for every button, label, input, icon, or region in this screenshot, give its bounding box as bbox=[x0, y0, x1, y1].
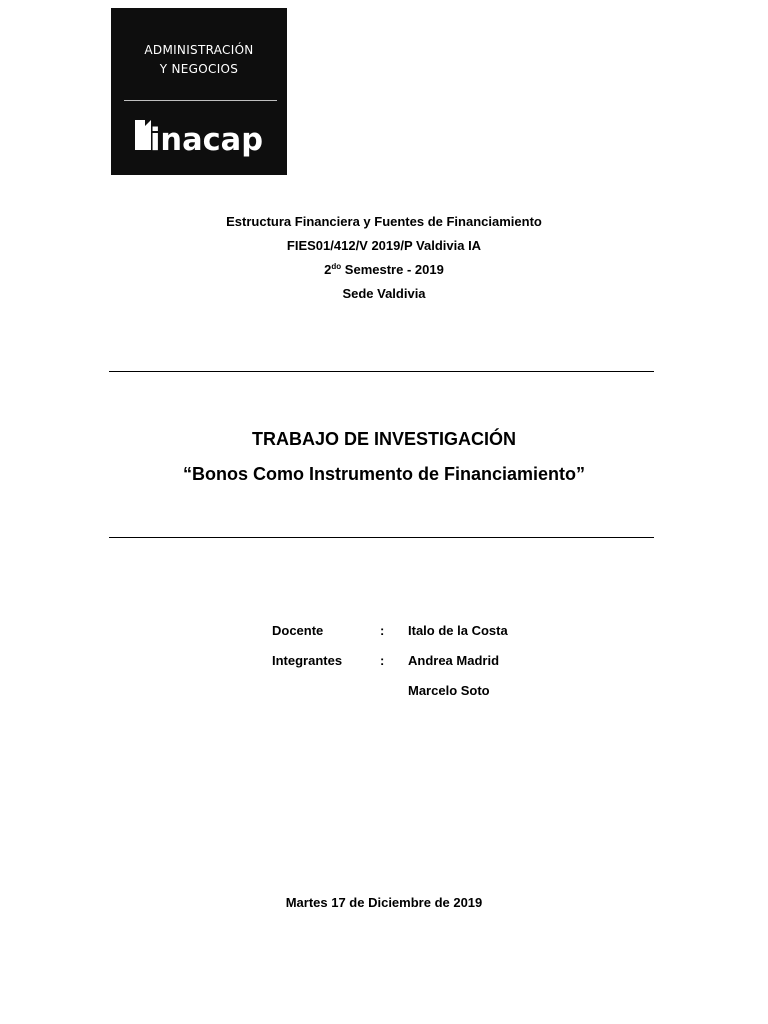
members-label: Integrantes bbox=[272, 653, 343, 668]
semester-number: 2 bbox=[324, 262, 332, 277]
member-name: Marcelo Soto bbox=[408, 683, 490, 698]
brand-mark-glyph bbox=[135, 120, 151, 150]
bottom-divider bbox=[109, 537, 654, 538]
logo-brand-wordmark bbox=[135, 116, 275, 160]
logo-department-line1: ADMINISTRACIÓN bbox=[144, 43, 254, 57]
teacher-label: Docente bbox=[272, 623, 324, 638]
semester-rest: Semestre - 2019 bbox=[341, 262, 444, 277]
course-semester bbox=[0, 261, 768, 285]
document-date: Martes 17 de Diciembre de 2019 bbox=[285, 895, 483, 910]
brand-wordmark-text: inacap bbox=[150, 122, 263, 158]
document-title: TRABAJO DE INVESTIGACIÓN bbox=[251, 429, 517, 449]
semester-suffix: do bbox=[331, 262, 342, 271]
teacher-colon: : bbox=[380, 623, 385, 638]
members-colon: : bbox=[380, 653, 385, 668]
logo-divider bbox=[124, 100, 277, 101]
logo-department-line2: Y NEGOCIOS bbox=[159, 62, 239, 76]
inacap-logo bbox=[111, 8, 287, 175]
inacap-wordmark-icon bbox=[135, 116, 275, 160]
course-campus: Sede Valdivia bbox=[342, 286, 426, 301]
course-header bbox=[0, 213, 768, 309]
logo-department bbox=[111, 41, 287, 79]
teacher-name: Italo de la Costa bbox=[408, 623, 508, 638]
course-name: Estructura Financiera y Fuentes de Financiamiento bbox=[226, 214, 542, 229]
document-subtitle: “Bonos Como Instrumento de Financiamiento” bbox=[182, 464, 586, 484]
member-name: Andrea Madrid bbox=[408, 653, 500, 668]
top-divider bbox=[109, 371, 654, 372]
course-section: FIES01/412/V 2019/P Valdivia IA bbox=[286, 238, 482, 253]
